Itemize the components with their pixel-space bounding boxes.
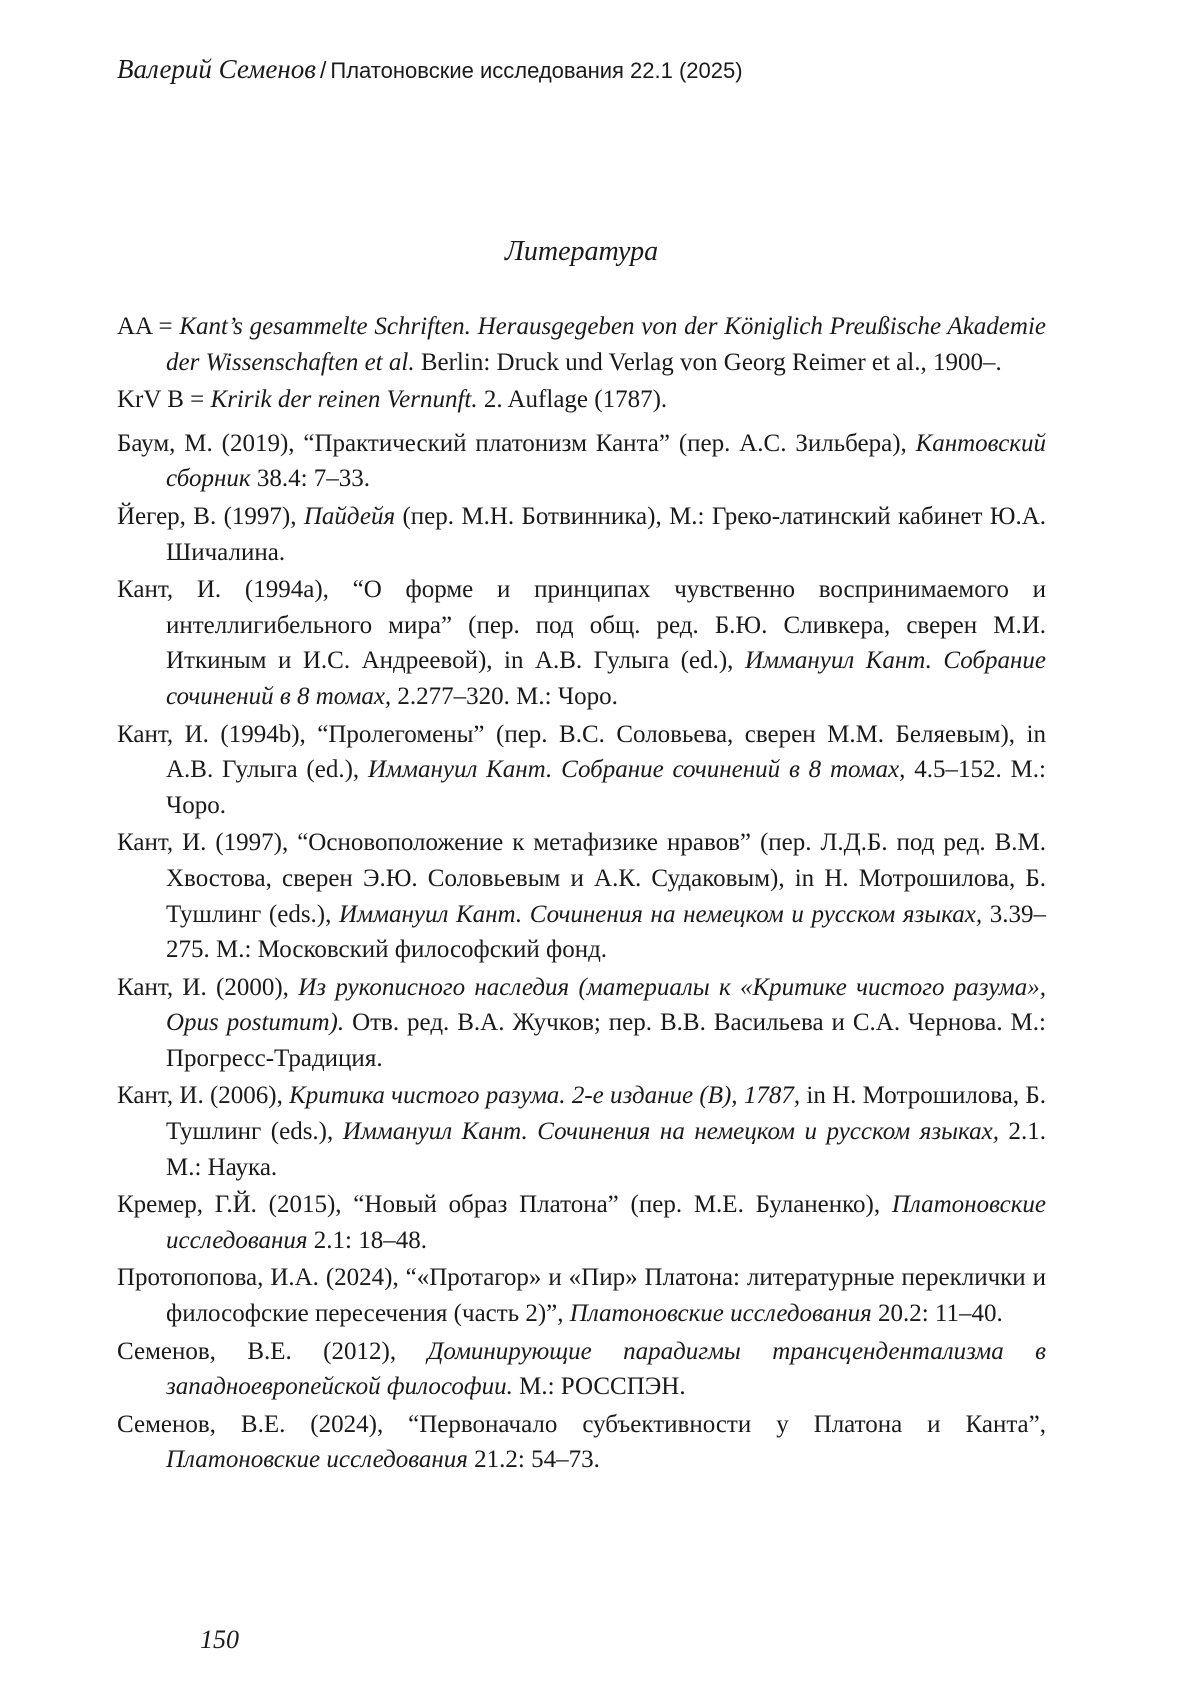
bib-entry-kant-1994b: Кант, И. (1994b), “Пролегомены” (пер. В.С. Соловьева, сверен М.М. Беляевым), in А.В. Гулыга (ed.), Иммануил Кант. Собрание сочинений в 8 томах, 4.5–152. М.: Чоро.	[117, 720, 1046, 819]
bib-entry-protopopova-2024: Протопопова, И.А. (2024), “«Протагор» и «Пир» Платона: литературные переклички и философские пересечения (часть 2)”, Платоновские исследования 20.2: 11–40.	[117, 1264, 1046, 1328]
bib-entry-kant-1997: Кант, И. (1997), “Основоположение к метафизике нравов” (пер. Л.Д.Б. под ред. В.М. Хвостова, сверен Э.Ю. Соловьевым и А.К. Судаковым), in Н. Мотрошилова, Б. Тушлинг (eds.), Иммануил Кант. Сочинения на немецком и русском языках, 3.39–275. М.: Московский философский фонд.	[117, 829, 1046, 964]
header-journal: Платоновские исследования 22.1 (2025)	[330, 58, 743, 83]
bib-entry-kremer-2015: Кремер, Г.Й. (2015), “Новый образ Платона” (пер. М.Е. Буланенко), Платоновские исследования 2.1: 18–48.	[117, 1191, 1046, 1254]
bib-entry-kant-1994a: Кант, И. (1994a), “О форме и принципах чувственно воспринимаемого и интеллигибельного мира” (пер. под общ. ред. Б.Ю. Сливкера, сверен М.И. Иткиным и И.С. Андреевой), in А.В. Гулыга (ed.), Иммануил Кант. Собрание сочинений в 8 томах, 2.277–320. М.: Чоро.	[117, 576, 1046, 710]
header-author: Валерий Семенов	[117, 54, 317, 84]
running-header	[117, 52, 743, 88]
bib-entry-kant-2000: Кант, И. (2000), Из рукописного наследия (материалы к «Критике чистого разума», Opus postumum). Отв. ред. В.А. Жучков; пер. В.В. Васильева и С.А. Чернова. М.: Прогресс-Традиция.	[117, 973, 1046, 1072]
bib-entry-baum-2019: Баум, М. (2019), “Практический платонизм Канта” (пер. А.С. Зильбера), Кантовский сборник 38.4: 7–33.	[117, 429, 1046, 493]
bibliography-list	[117, 309, 1046, 1480]
page-number: 150	[200, 1625, 239, 1654]
bib-entry-semenov-2012: Семенов, В.Е. (2012), Доминирующие парадигмы трансцендентализма в западноевропейской философии. М.: РОССПЭН.	[117, 1337, 1046, 1401]
bib-entry-semenov-2024: Семенов, В.Е. (2024), “Первоначало субъективности у Платона и Канта”, Платоновские исследования 21.2: 54–73.	[117, 1410, 1046, 1474]
header-separator: /	[320, 57, 327, 83]
bib-entry-kant-2006: Кант, И. (2006), Критика чистого разума. 2-е издание (B), 1787, in Н. Мотрошилова, Б. Тушлинг (eds.), Иммануил Кант. Сочинения на немецком и русском языках, 2.1. М.: Наука.	[117, 1082, 1047, 1181]
bib-entry-aa: AA = Kant’s gesammelte Schriften. Herausgegeben von der Königlich Preußische Akademie der Wissenschaften et al. Berlin: Druck und Verlag von Georg Reimer et al., 1900–.	[117, 313, 1046, 376]
bib-entry-jaeger-1997: Йегер, В. (1997), Пайдейя (пер. М.Н. Ботвинника), М.: Греко-латинский кабинет Ю.А. Шичалина.	[117, 502, 1046, 566]
bib-entry-krv: KrV B = Kririk der reinen Vernunft. 2. Auflage (1787).	[117, 386, 668, 414]
section-title: Литература	[504, 236, 659, 267]
